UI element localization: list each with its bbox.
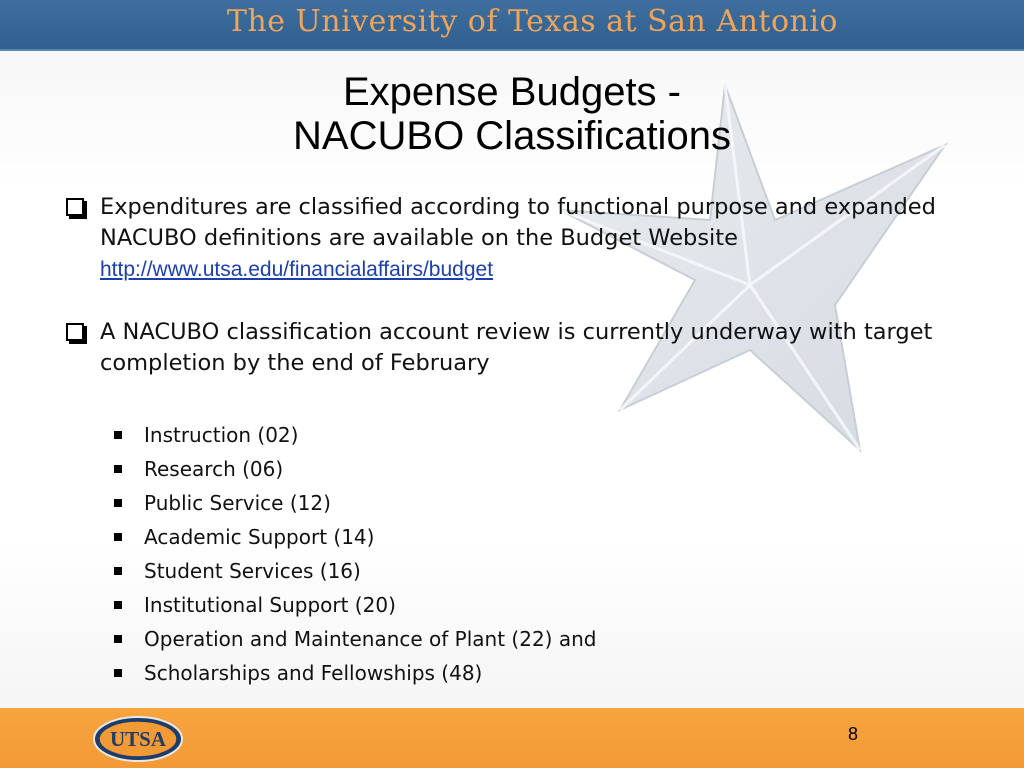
list-item — [110, 520, 596, 554]
list-item — [110, 588, 596, 622]
list-item-label: Academic Support (14) — [144, 525, 375, 549]
header-bar — [0, 0, 1024, 51]
list-item — [110, 622, 596, 656]
bullet-item — [62, 192, 982, 285]
list-item-label: Research (06) — [144, 457, 284, 481]
square-bullet-icon — [114, 499, 122, 507]
checkbox-bullet-icon — [66, 323, 84, 341]
utsa-logo — [92, 715, 184, 763]
list-item-label: Operation and Maintenance of Plant (22) and — [144, 627, 597, 651]
list-item-label: Public Service (12) — [144, 491, 331, 515]
list-item — [110, 554, 596, 588]
classification-list — [110, 418, 596, 690]
bullet-item — [62, 317, 982, 379]
slide-title-line-1: Expense Budgets - — [343, 70, 681, 114]
list-item — [110, 656, 596, 690]
square-bullet-icon — [114, 533, 122, 541]
list-item — [110, 418, 596, 452]
square-bullet-icon — [114, 601, 122, 609]
checkbox-bullet-icon — [66, 198, 84, 216]
bullet-list — [62, 192, 982, 379]
list-item-label: Institutional Support (20) — [144, 593, 396, 617]
logo-text: UTSA — [109, 727, 167, 751]
square-bullet-icon — [114, 567, 122, 575]
bullet-text: Expenditures are classified according to functional purpose and expanded NACUBO definitions are available on the Budget Website — [100, 194, 936, 251]
university-name: The University of Texas at San Antonio — [226, 4, 838, 39]
slide-title — [0, 70, 1024, 158]
square-bullet-icon — [114, 431, 122, 439]
page-number: 8 — [848, 724, 859, 744]
list-item — [110, 486, 596, 520]
square-bullet-icon — [114, 669, 122, 677]
budget-website-link[interactable]: http://www.utsa.edu/financialaffairs/budget — [100, 258, 494, 281]
bullet-text: A NACUBO classification account review is currently underway with target completion by the end of February — [100, 319, 933, 376]
square-bullet-icon — [114, 465, 122, 473]
square-bullet-icon — [114, 635, 122, 643]
list-item-label: Student Services (16) — [144, 559, 361, 583]
list-item-label: Instruction (02) — [144, 423, 299, 447]
list-item-label: Scholarships and Fellowships (48) — [144, 661, 483, 685]
list-item — [110, 452, 596, 486]
slide-title-line-2: NACUBO Classifications — [293, 114, 731, 158]
